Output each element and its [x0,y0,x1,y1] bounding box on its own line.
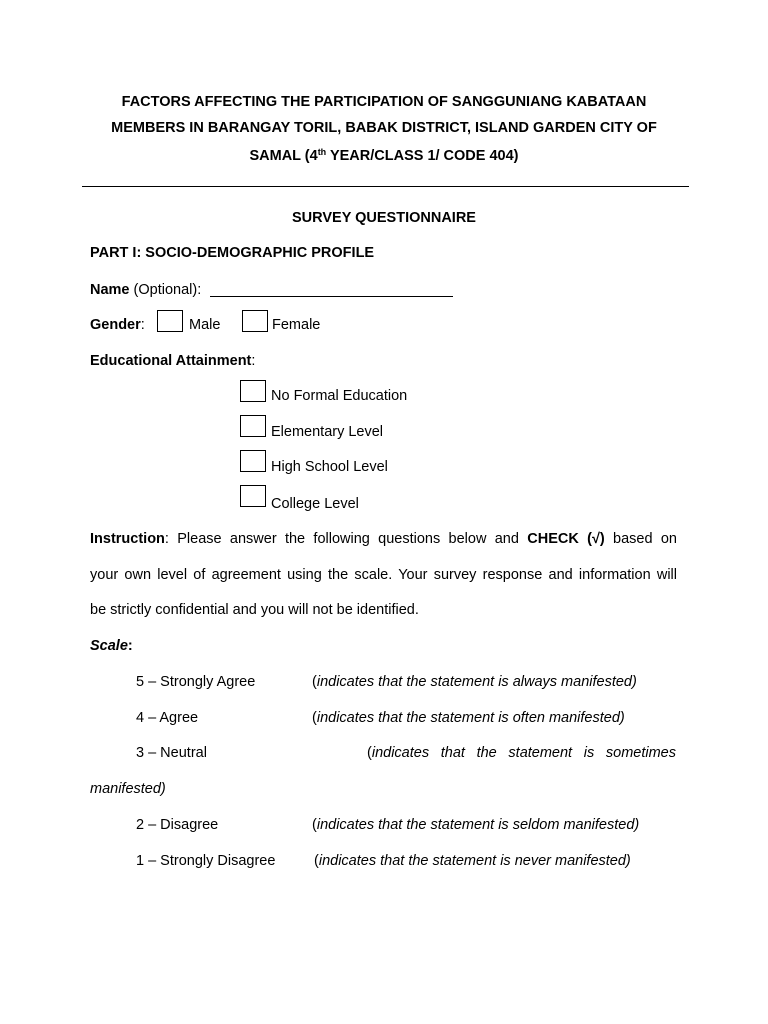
scale-desc-4: (indicates that the statement is often manifested) [312,710,625,726]
option-no-formal-education-label: No Formal Education [271,388,408,404]
option-college-level-label: College Level [271,496,359,512]
education-colon: : [251,353,256,369]
part-heading: PART I: SOCIO-DEMOGRAPHIC PROFILE [90,245,375,261]
checkbox-high-school-level[interactable] [240,450,266,472]
instruction-line-2: your own level of agreement using the scale. Your survey response and information will [90,567,677,583]
option-male-label: Male [189,317,221,333]
scale-desc-3: (indicates that the statement is sometimes [367,745,676,761]
title-line-3 [0,147,768,164]
scale-desc-2-text: indicates that the statement is seldom manifested) [316,817,640,833]
name-optional: (Optional): [129,282,202,298]
title-superscript: th [317,147,327,157]
divider-segment [82,186,132,187]
scale-desc-3-continued: manifested) [90,781,166,797]
gender-colon: : [140,317,145,333]
education-label: Educational Attainment [90,353,252,369]
title-divider [82,186,689,187]
scale-desc-1-text: indicates that the statement is never manifested) [318,853,631,869]
divider-segment [232,186,337,187]
scale-rating-5: 5 – Strongly Agree [136,674,256,690]
scale-desc-2: (indicates that the statement is seldom manifested) [312,817,640,833]
scale-desc-1: (indicates that the statement is never manifested) [314,853,631,869]
instruction-line-3: be strictly confidential and you will not be identified. [90,602,419,618]
checkbox-male[interactable] [157,310,183,332]
survey-heading: SURVEY QUESTIONNAIRE [292,210,476,226]
name-input-line[interactable] [210,296,453,297]
scale-desc-3-text: indicates that the statement is sometimes [371,745,676,761]
checkbox-no-formal-education[interactable] [240,380,266,402]
scale-desc-5-text: indicates that the statement is always manifested) [316,674,637,690]
title-line-3-post: YEAR/CLASS 1/ CODE 404) [326,148,519,164]
gender-label: Gender [90,317,141,333]
scale-rating-3: 3 – Neutral [136,745,207,761]
instruction-check: CHECK (√) [527,531,605,547]
gender-field-label [90,317,145,333]
name-label: Name [90,282,130,298]
scale-heading [90,638,133,654]
instruction-text-1-end: based on [604,531,677,547]
divider-segment [637,186,689,187]
title-line-2: MEMBERS IN BARANGAY TORIL, BABAK DISTRICT, ISLAND GARDEN CITY OF [111,120,657,136]
name-field-label [90,282,201,298]
scale-desc-4-text: indicates that the statement is often manifested) [316,710,625,726]
option-elementary-level-label: Elementary Level [271,424,384,440]
scale-desc-5: (indicates that the statement is always manifested) [312,674,637,690]
checkbox-college-level[interactable] [240,485,266,507]
instruction-line-1 [90,531,677,547]
instruction-text-1: : Please answer the following questions below and [164,531,528,547]
scale-rating-1: 1 – Strongly Disagree [136,853,276,869]
option-female-label: Female [272,317,321,333]
scale-colon: : [127,638,133,654]
education-field-label [90,353,255,369]
title-line-1: FACTORS AFFECTING THE PARTICIPATION OF SANGGUNIANG KABATAAN [121,94,647,110]
scale-rating-4: 4 – Agree [136,710,199,726]
scale-rating-2: 2 – Disagree [136,817,219,833]
instruction-label: Instruction [90,531,165,547]
checkbox-elementary-level[interactable] [240,415,266,437]
scale-label: Scale [90,638,128,654]
title-line-3-pre: SAMAL (4 [249,148,318,164]
option-high-school-level-label: High School Level [271,459,388,475]
checkbox-female[interactable] [242,310,268,332]
